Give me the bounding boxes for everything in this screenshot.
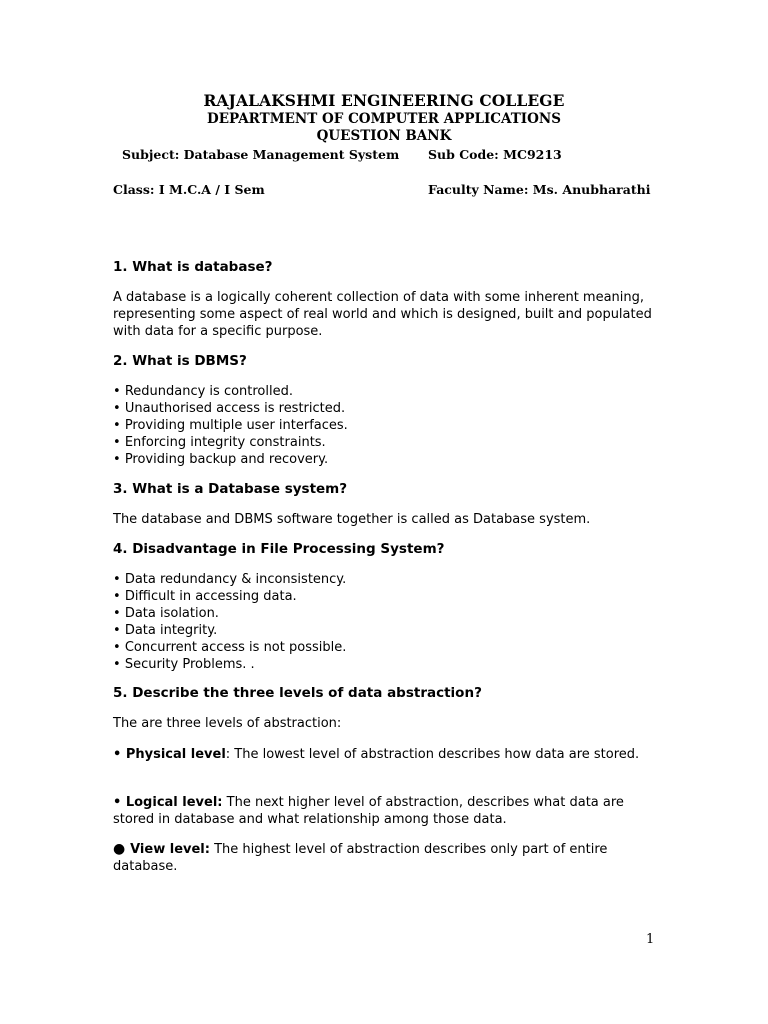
level-term: Logical level:: [125, 795, 223, 810]
answer-5-intro: The are three levels of abstraction:: [113, 716, 342, 731]
subject-label: Subject: Database Management System: [122, 147, 400, 162]
level-view: ● View level: The highest level of abstraction describes only part of entire database.: [113, 841, 608, 874]
answer-2-list: [113, 383, 348, 468]
question-1: 1. What is database?: [113, 259, 273, 275]
document-title: QUESTION BANK: [316, 128, 452, 144]
list-item: • Security Problems. .: [113, 656, 346, 673]
level-physical: • Physical level: The lowest level of abstraction describes how data are stored.: [113, 747, 640, 762]
question-3: 3. What is a Database system?: [113, 481, 348, 497]
list-item: • Providing backup and recovery.: [113, 451, 348, 468]
list-item: • Concurrent access is not possible.: [113, 639, 346, 656]
sub-code-label: Sub Code: MC9213: [428, 147, 562, 162]
page-number: 1: [646, 932, 655, 947]
answer-1: A database is a logically coherent collection of data with some inherent meaning, representing some aspect of real world and which is designed, built and populated with data for a specific purpose.: [113, 290, 652, 339]
answer-3: The database and DBMS software together is called as Database system.: [113, 512, 591, 527]
question-5: 5. Describe the three levels of data abstraction?: [113, 685, 482, 701]
level-description: The highest level of abstraction describes only part of entire database.: [113, 842, 608, 874]
level-term: View level:: [130, 842, 210, 857]
question-2: 2. What is DBMS?: [113, 353, 247, 369]
faculty-label: Faculty Name: Ms. Anubharathi: [428, 182, 651, 197]
list-item: • Data integrity.: [113, 622, 346, 639]
college-name: RAJALAKSHMI ENGINEERING COLLEGE: [203, 91, 565, 110]
list-item: • Data isolation.: [113, 605, 346, 622]
answer-4-list: [113, 571, 346, 673]
class-label: Class: I M.C.A / I Sem: [113, 182, 265, 197]
level-description: The lowest level of abstraction describes how data are stored.: [234, 747, 640, 762]
level-term: Physical level: [125, 747, 226, 762]
question-4: 4. Disadvantage in File Processing System?: [113, 541, 445, 557]
list-item: • Enforcing integrity constraints.: [113, 434, 348, 451]
list-item: • Difficult in accessing data.: [113, 588, 346, 605]
list-item: • Unauthorised access is restricted.: [113, 400, 348, 417]
level-description: The next higher level of abstraction, describes what data are stored in database and what relationship among those data.: [113, 795, 624, 827]
list-item: • Redundancy is controlled.: [113, 383, 348, 400]
department-name: DEPARTMENT OF COMPUTER APPLICATIONS: [207, 111, 561, 127]
list-item: • Providing multiple user interfaces.: [113, 417, 348, 434]
level-logical: • Logical level: The next higher level of abstraction, describes what data are stored in database and what relationship among those data.: [113, 795, 624, 827]
list-item: • Data redundancy & inconsistency.: [113, 571, 346, 588]
